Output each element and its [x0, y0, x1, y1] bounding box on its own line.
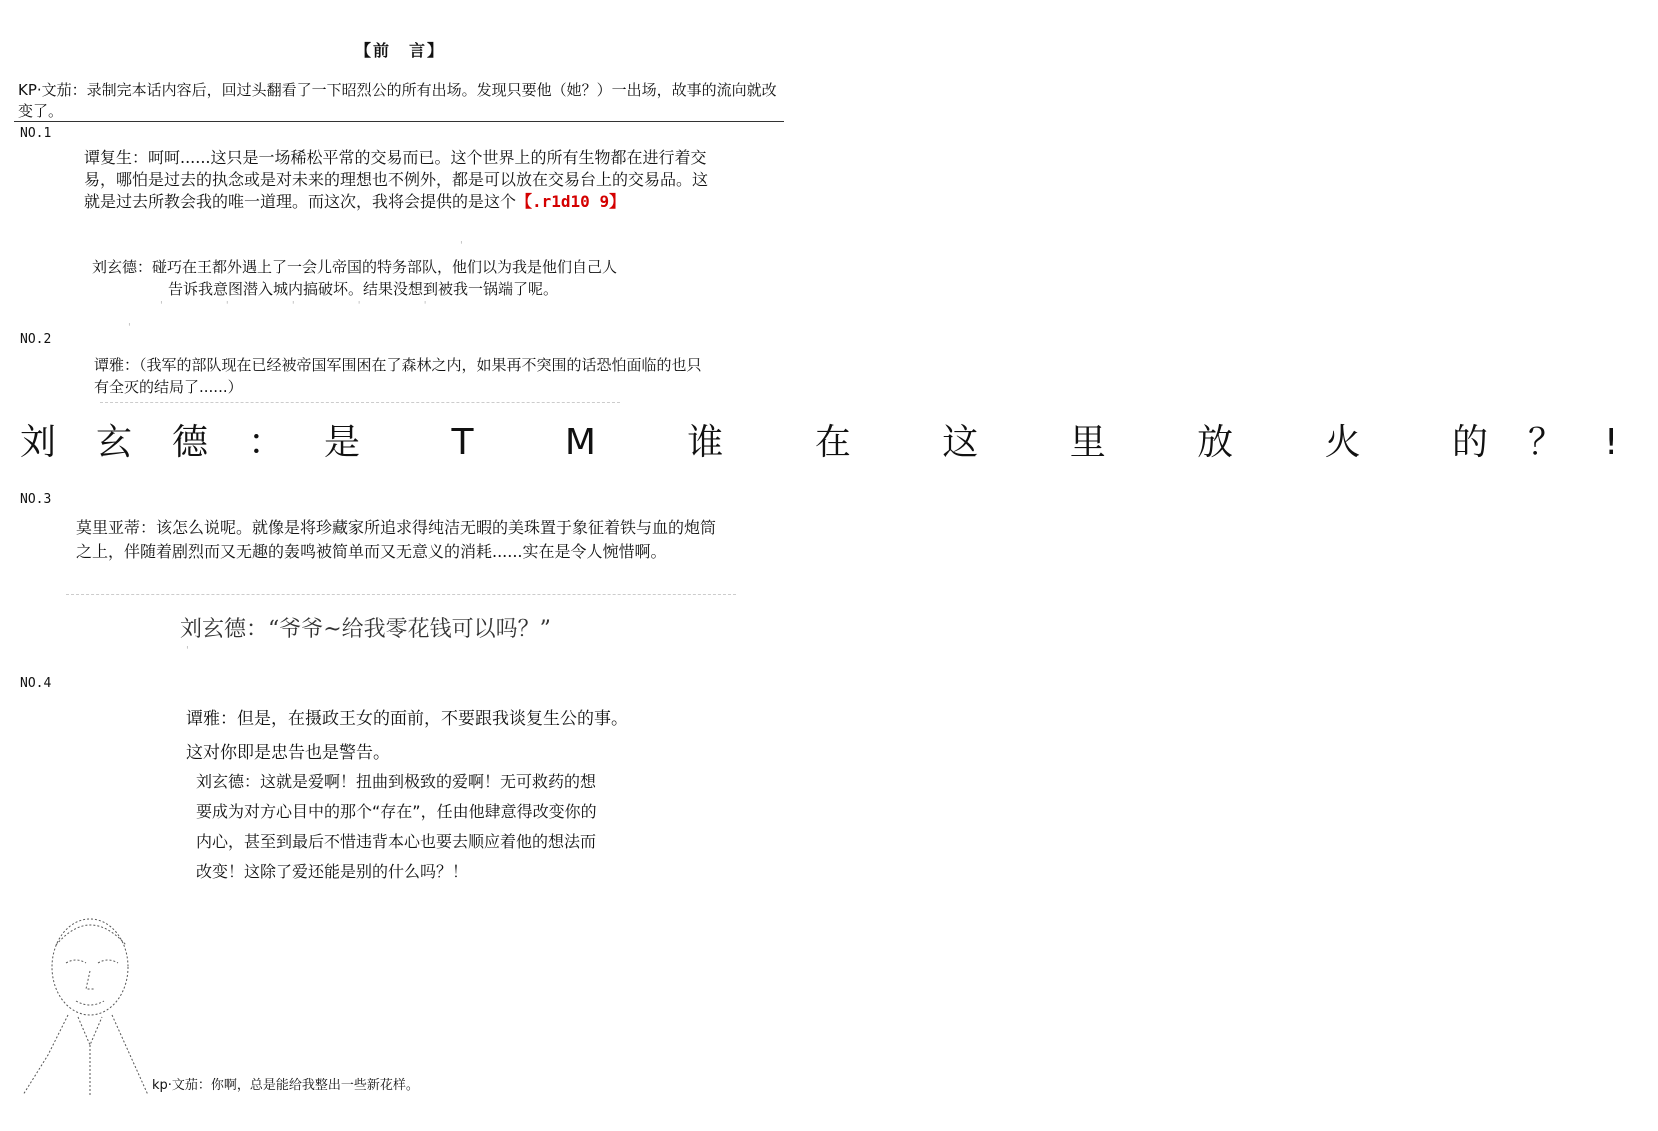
- section-label-no1: NO.1: [20, 126, 52, 141]
- dialogue-liu-xuande-love: 刘玄德：这就是爱啊！扭曲到极致的爱啊！无可救药的想要成为对方心目中的那个“存在”，任由他肆意得改变你的内心，甚至到最后不惜违背本心也要去顺应着他的想法而改变！这除了爱还能是别的什么吗？！: [196, 772, 597, 881]
- dialogue-tan-fusheng: [84, 147, 709, 213]
- signoff-line: kp·文茄：你啊，总是能给我整出一些新花样。: [152, 1078, 419, 1093]
- section-label-no2: NO.2: [20, 332, 52, 347]
- section-label-no3: NO.3: [20, 492, 52, 507]
- artifact-mark: ': [186, 645, 189, 656]
- dialogue-moriarty: 莫里亚蒂：该怎么说呢。就像是将珍藏家所追求得纯洁无暇的美珠置于象征着铁与血的炮筒之上，伴随着剧烈而又无趣的轰鸣被简单而又无意义的消耗......实在是令人惋惜啊。: [76, 518, 717, 561]
- dialogue-liu-xuande-shout: 刘玄德：是 T M 谁 在 这 里 放 火 的？!: [20, 422, 1658, 463]
- artifact-mark: ': [460, 240, 463, 251]
- intro-paragraph: KP·文茄：录制完本话内容后，回过头翻看了一下昭烈公的所有出场。发现只要他（她？）一出场，故事的流向就改变了。: [18, 81, 777, 120]
- artifact-marks: ' ' ' ' ': [160, 300, 457, 311]
- dialogue-tanya: 谭雅：（我军的部队现在已经被帝国军围困在了森林之内，如果再不突围的话恐怕面临的也只有全灭的结局了......）: [94, 356, 702, 396]
- portrait-ascii-art: [18, 905, 153, 1095]
- dialogue-tanya-warning: 谭雅：但是，在摄政王女的面前，不要跟我谈复生公的事。这对你即是忠告也是警告。: [186, 709, 628, 763]
- dice-roll: 【.r1d10 9】: [516, 192, 626, 211]
- dialogue-liu-xuande-line1: 刘玄德：碰巧在王都外遇上了一会儿帝国的特务部队，他们以为我是他们自己人: [92, 258, 618, 276]
- artifact-mark: ': [128, 322, 131, 333]
- divider-faint: [100, 402, 620, 403]
- dialogue-liu-xuande-quote: 刘玄德：“爷爷~给我零花钱可以吗？”: [180, 617, 551, 642]
- divider: [14, 121, 784, 122]
- dialogue-text: 谭复生：呵呵......这只是一场稀松平常的交易而已。这个世界上的所有生物都在进行着交易，哪怕是过去的执念或是对未来的理想也不例外，都是可以放在交易台上的交易品。这就是过去所教会我的唯一道理。而这次，我将会提供的是这个: [84, 148, 709, 211]
- page-title: 【前 言】: [354, 41, 445, 60]
- section-label-no4: NO.4: [20, 676, 52, 691]
- dialogue-liu-xuande-line2: 告诉我意图潜入城内搞破坏。结果没想到被我一锅端了呢。: [168, 280, 559, 298]
- divider-faint: [66, 594, 736, 595]
